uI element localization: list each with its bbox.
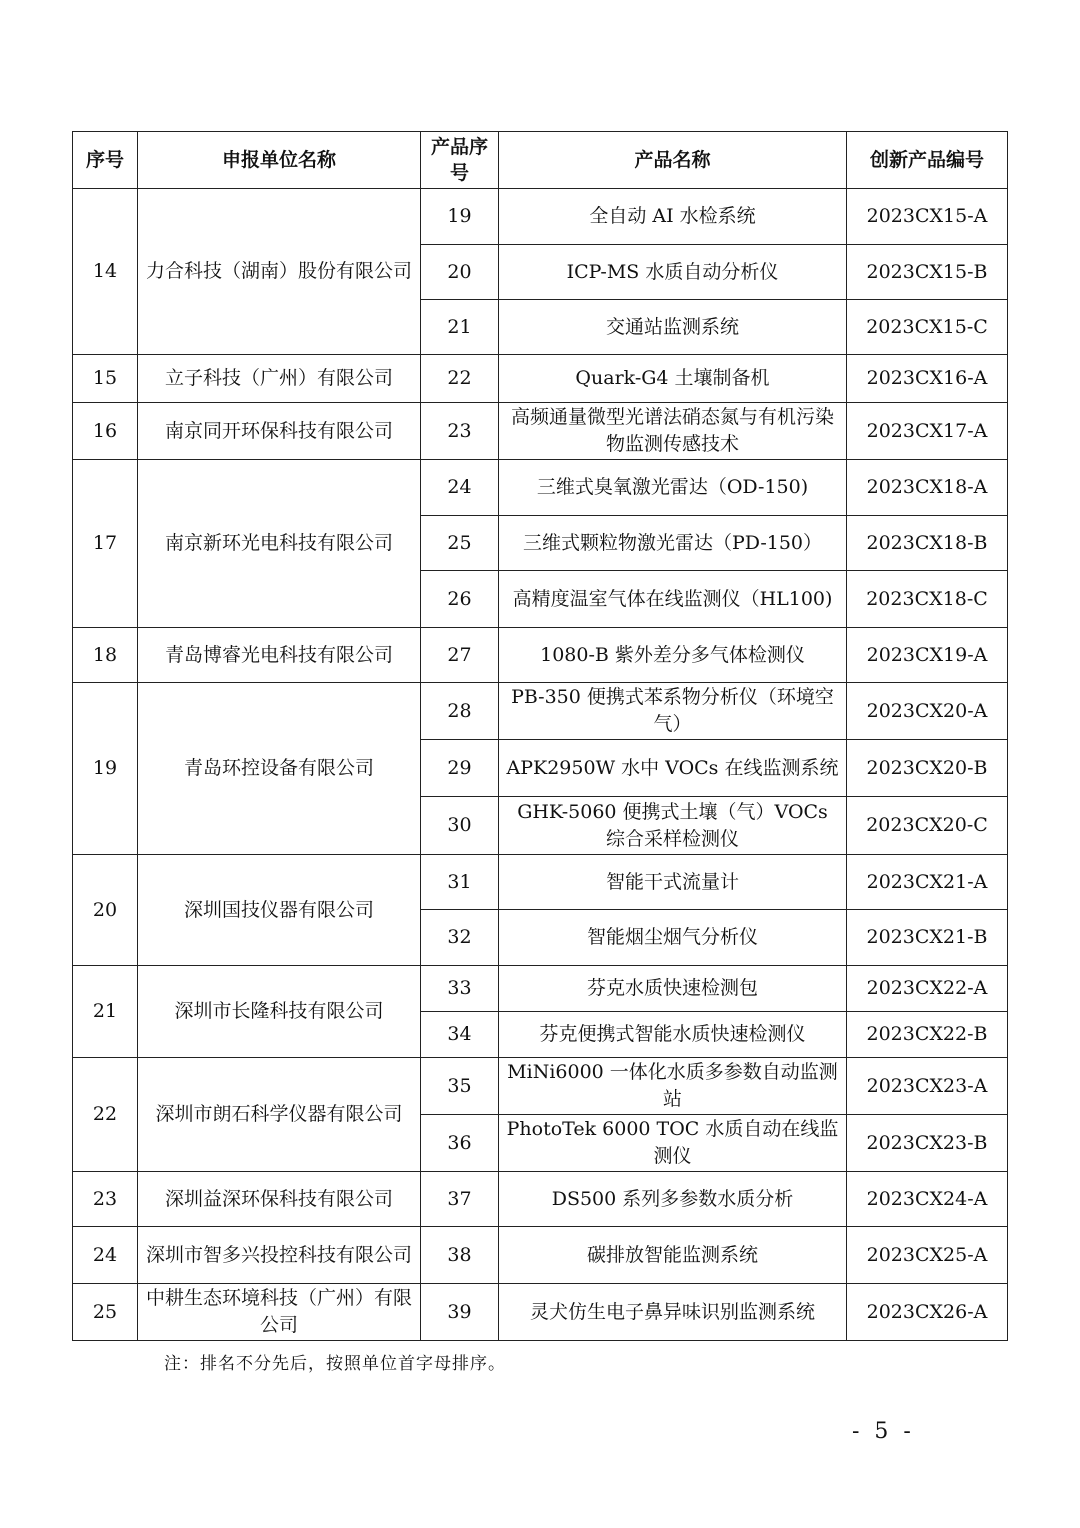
footnote: 注：排名不分先后，按照单位首字母排序。 xyxy=(164,1354,506,1374)
cell-product-seq: 35 xyxy=(421,1058,499,1115)
cell-unit-name: 青岛环控设备有限公司 xyxy=(138,683,421,855)
table-row xyxy=(73,1172,1008,1227)
cell-product-seq: 39 xyxy=(421,1284,499,1341)
table-row xyxy=(73,460,1008,516)
cell-unit-seq: 22 xyxy=(73,1058,138,1172)
cell-product-seq: 23 xyxy=(421,403,499,460)
cell-product-code: 2023CX22-B xyxy=(847,1012,1008,1058)
cell-product-seq: 34 xyxy=(421,1012,499,1058)
cell-product-seq: 28 xyxy=(421,683,499,740)
cell-product-name: 智能干式流量计 xyxy=(499,855,847,910)
cell-product-code: 2023CX22-A xyxy=(847,966,1008,1012)
cell-product-name: 高精度温室气体在线监测仪（HL100) xyxy=(499,571,847,628)
cell-product-name: APK2950W 水中 VOCs 在线监测系统 xyxy=(499,740,847,797)
cell-product-code: 2023CX17-A xyxy=(847,403,1008,460)
cell-product-code: 2023CX26-A xyxy=(847,1284,1008,1341)
cell-product-code: 2023CX15-C xyxy=(847,300,1008,355)
cell-product-code: 2023CX20-B xyxy=(847,740,1008,797)
cell-unit-name: 青岛博睿光电科技有限公司 xyxy=(138,628,421,683)
page-number: - 5 - xyxy=(852,1419,915,1444)
cell-unit-name: 深圳市朗石科学仪器有限公司 xyxy=(138,1058,421,1172)
cell-product-code: 2023CX20-A xyxy=(847,683,1008,740)
cell-product-name: ICP-MS 水质自动分析仪 xyxy=(499,245,847,300)
cell-unit-seq: 15 xyxy=(73,355,138,403)
cell-product-code: 2023CX25-A xyxy=(847,1227,1008,1284)
cell-product-name: GHK-5060 便携式土壤（气）VOCs 综合采样检测仪 xyxy=(499,797,847,855)
cell-unit-seq: 25 xyxy=(73,1284,138,1341)
cell-product-name: PhotoTek 6000 TOC 水质自动在线监测仪 xyxy=(499,1115,847,1172)
cell-product-code: 2023CX21-B xyxy=(847,910,1008,966)
cell-unit-seq: 24 xyxy=(73,1227,138,1284)
cell-product-seq: 20 xyxy=(421,245,499,300)
cell-unit-name: 南京新环光电科技有限公司 xyxy=(138,460,421,628)
cell-product-seq: 29 xyxy=(421,740,499,797)
cell-unit-name: 力合科技（湖南）股份有限公司 xyxy=(138,189,421,355)
cell-unit-seq: 21 xyxy=(73,966,138,1058)
cell-product-name: PB-350 便携式苯系物分析仪（环境空气） xyxy=(499,683,847,740)
table-row xyxy=(73,1284,1008,1341)
cell-product-name: 灵犬仿生电子鼻异味识别监测系统 xyxy=(499,1284,847,1341)
table-row xyxy=(73,855,1008,910)
cell-product-name: 智能烟尘烟气分析仪 xyxy=(499,910,847,966)
cell-product-code: 2023CX24-A xyxy=(847,1172,1008,1227)
table-row xyxy=(73,189,1008,245)
cell-product-code: 2023CX15-A xyxy=(847,189,1008,245)
cell-product-seq: 25 xyxy=(421,516,499,571)
cell-product-code: 2023CX18-A xyxy=(847,460,1008,516)
cell-product-seq: 27 xyxy=(421,628,499,683)
cell-product-name: 交通站监测系统 xyxy=(499,300,847,355)
cell-product-seq: 22 xyxy=(421,355,499,403)
cell-unit-seq: 16 xyxy=(73,403,138,460)
cell-product-code: 2023CX23-A xyxy=(847,1058,1008,1115)
cell-product-name: 三维式颗粒物激光雷达（PD-150） xyxy=(499,516,847,571)
cell-product-name: 1080-B 紫外差分多气体检测仪 xyxy=(499,628,847,683)
cell-unit-name: 深圳益深环保科技有限公司 xyxy=(138,1172,421,1227)
header-row xyxy=(73,132,1008,189)
cell-product-code: 2023CX20-C xyxy=(847,797,1008,855)
cell-product-code: 2023CX16-A xyxy=(847,355,1008,403)
cell-product-code: 2023CX18-C xyxy=(847,571,1008,628)
cell-product-name: 碳排放智能监测系统 xyxy=(499,1227,847,1284)
cell-unit-name: 深圳市长隆科技有限公司 xyxy=(138,966,421,1058)
cell-product-name: 全自动 AI 水检系统 xyxy=(499,189,847,245)
product-table xyxy=(72,131,1008,1341)
cell-unit-seq: 19 xyxy=(73,683,138,855)
table-row xyxy=(73,966,1008,1012)
cell-product-name: 三维式臭氧激光雷达（OD-150) xyxy=(499,460,847,516)
header-unit-name: 申报单位名称 xyxy=(138,132,421,189)
cell-product-seq: 31 xyxy=(421,855,499,910)
cell-unit-name: 南京同开环保科技有限公司 xyxy=(138,403,421,460)
cell-product-seq: 24 xyxy=(421,460,499,516)
cell-unit-seq: 20 xyxy=(73,855,138,966)
header-product-code: 创新产品编号 xyxy=(847,132,1008,189)
cell-product-seq: 19 xyxy=(421,189,499,245)
cell-product-seq: 32 xyxy=(421,910,499,966)
header-seq: 序号 xyxy=(73,132,138,189)
header-product-seq: 产品序号 xyxy=(421,132,499,189)
cell-unit-seq: 14 xyxy=(73,189,138,355)
cell-product-seq: 33 xyxy=(421,966,499,1012)
header-product-name: 产品名称 xyxy=(499,132,847,189)
table-row xyxy=(73,1058,1008,1115)
cell-product-seq: 21 xyxy=(421,300,499,355)
cell-unit-seq: 23 xyxy=(73,1172,138,1227)
table-row xyxy=(73,683,1008,740)
cell-product-name: 芬克便携式智能水质快速检测仪 xyxy=(499,1012,847,1058)
cell-product-name: 高频通量微型光谱法硝态氮与有机污染物监测传感技术 xyxy=(499,403,847,460)
cell-unit-name: 深圳国技仪器有限公司 xyxy=(138,855,421,966)
cell-product-name: MiNi6000 一体化水质多参数自动监测站 xyxy=(499,1058,847,1115)
cell-product-seq: 30 xyxy=(421,797,499,855)
cell-unit-name: 深圳市智多兴投控科技有限公司 xyxy=(138,1227,421,1284)
table-row xyxy=(73,628,1008,683)
cell-product-seq: 36 xyxy=(421,1115,499,1172)
cell-product-code: 2023CX23-B xyxy=(847,1115,1008,1172)
table-row xyxy=(73,403,1008,460)
cell-product-code: 2023CX21-A xyxy=(847,855,1008,910)
cell-unit-seq: 18 xyxy=(73,628,138,683)
table-row xyxy=(73,1227,1008,1284)
cell-product-seq: 38 xyxy=(421,1227,499,1284)
cell-unit-name: 立子科技（广州）有限公司 xyxy=(138,355,421,403)
cell-product-code: 2023CX18-B xyxy=(847,516,1008,571)
cell-unit-seq: 17 xyxy=(73,460,138,628)
cell-product-code: 2023CX19-A xyxy=(847,628,1008,683)
cell-product-seq: 26 xyxy=(421,571,499,628)
cell-unit-name: 中耕生态环境科技（广州）有限公司 xyxy=(138,1284,421,1341)
cell-product-code: 2023CX15-B xyxy=(847,245,1008,300)
table-row xyxy=(73,355,1008,403)
cell-product-name: DS500 系列多参数水质分析 xyxy=(499,1172,847,1227)
table-body xyxy=(73,189,1008,1341)
cell-product-name: 芬克水质快速检测包 xyxy=(499,966,847,1012)
cell-product-name: Quark-G4 土壤制备机 xyxy=(499,355,847,403)
cell-product-seq: 37 xyxy=(421,1172,499,1227)
